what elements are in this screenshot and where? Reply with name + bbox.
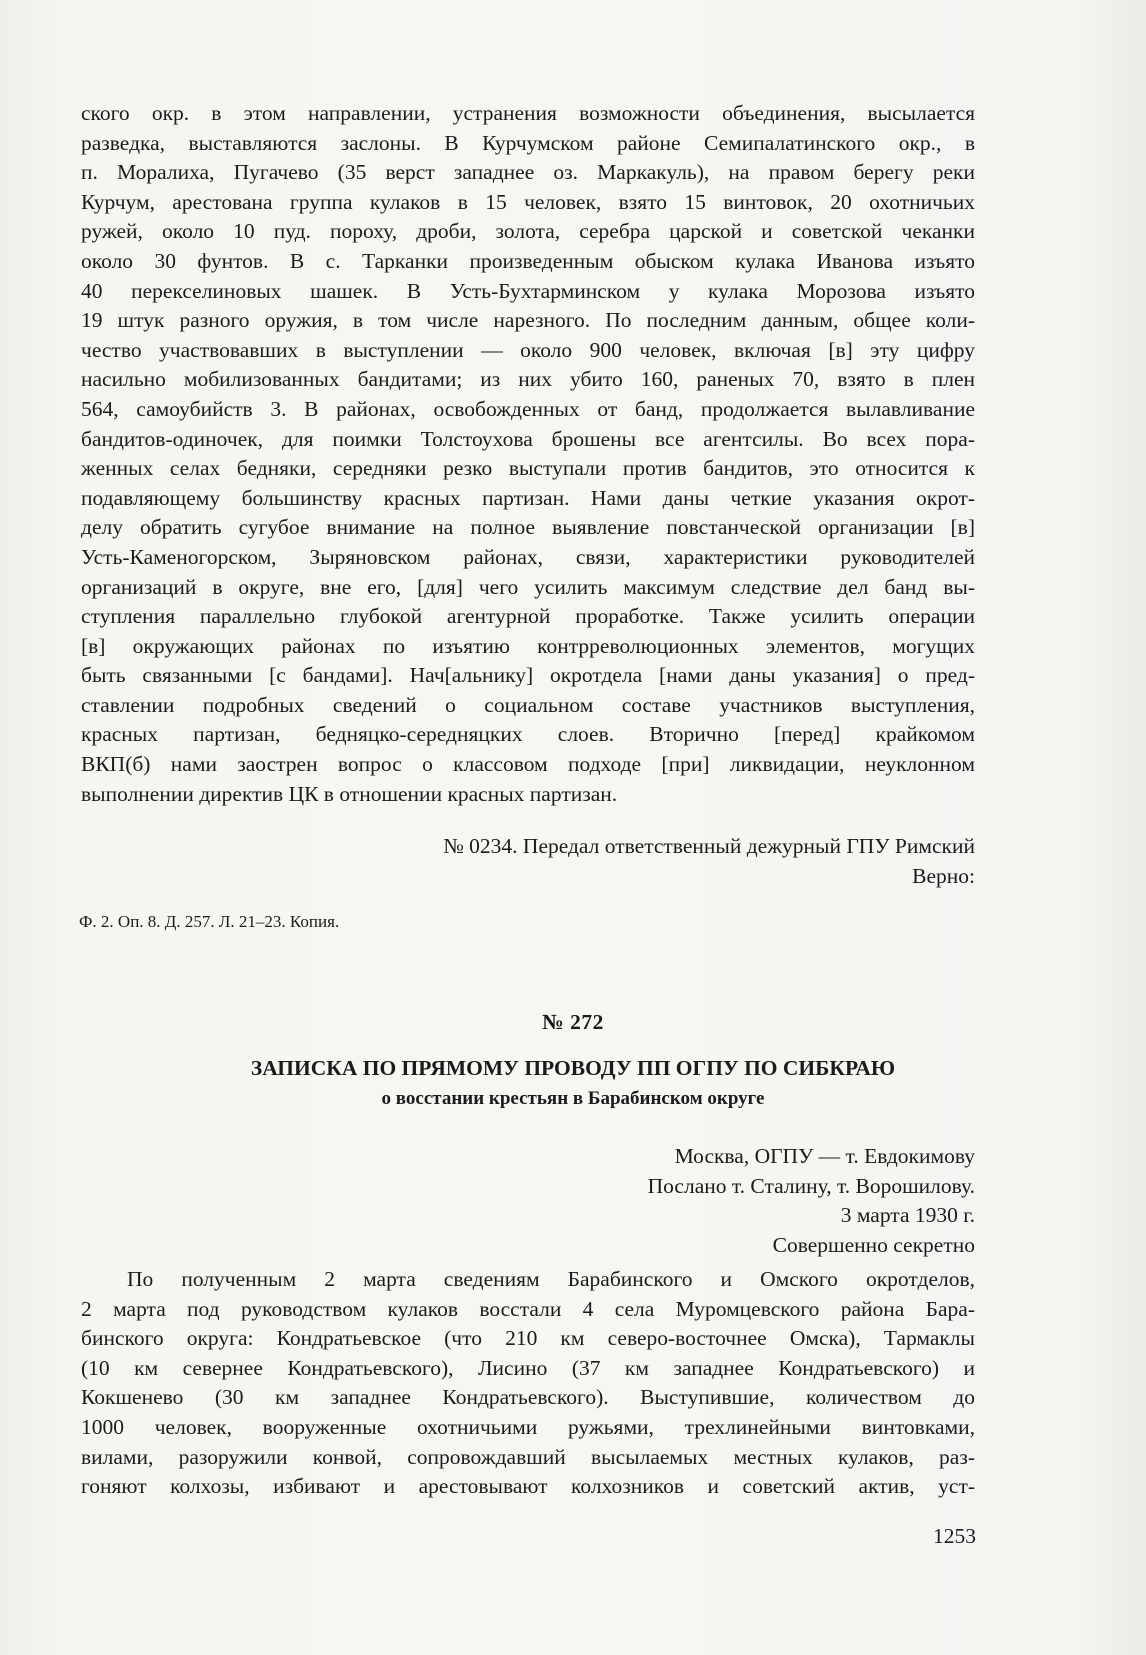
text-line: ВКП(б) нами заострен вопрос о классовом подходе [при] ликвидации, неуклонном [81,752,975,777]
text-line: бандитов-одиночек, для поимки Толстоухова брошены все агентсилы. Во всех пора- [81,426,975,451]
document-header-block [648,1142,975,1260]
document-paragraph [81,1265,975,1502]
text-line: около 30 фунтов. В с. Тарканки произведенным обыском кулака Иванова изъято [81,248,975,273]
text-line: 1000 человек, вооруженные охотничьими ружьями, трехлинейными винтовками, [81,1414,975,1439]
text-line: организаций в округе, вне его, [для] чего усилить максимум следствие дел банд вы- [81,574,975,599]
signoff-block [443,832,975,891]
text-line: насильно мобилизованных бандитами; из них убито 160, раненых 70, взято в плен [81,367,975,392]
signoff-transmitted-by: № 0234. Передал ответственный дежурный ГПУ Римский [443,834,975,858]
text-line: делу обратить сугубое внимание на полное выявление повстанческой организации [в] [81,515,975,540]
text-line: 40 перекселиновых шашек. В Усть-Бухтарминском у кулака Морозова изъято [81,278,975,303]
continued-paragraph [81,99,975,809]
text-line: бинского округа: Кондратьевское (что 210 км северо-восточнее Омска), Тармаклы [81,1326,975,1351]
archival-source-reference: Ф. 2. Оп. 8. Д. 257. Л. 21–23. Копия. [79,912,340,931]
copies-to-line: Послано т. Сталину, т. Ворошилову. [647,1173,975,1198]
addressee-line: Москва, ОГПУ — т. Евдокимову [674,1144,975,1168]
text-line: 2 марта под руководством кулаков восстали 4 села Муромцевского района Бара- [81,1296,975,1321]
text-line: вилами, разоружили конвой, сопровождавший высылаемых местных кулаков, раз- [81,1444,975,1469]
text-line: [в] окружающих районах по изъятию контрреволюционных элементов, могущих [81,633,975,658]
page-number: 1253 [933,1524,976,1548]
text-line: ступления параллельно глубокой агентурной проработке. Также усилить операции [81,604,975,629]
text-line: Кокшенево (30 км западнее Кондратьевского). Выступившие, количеством до [81,1385,975,1410]
text-line: По полученным 2 марта сведениям Барабинского и Омского окротделов, [127,1267,975,1291]
text-line: 19 штук разного оружия, в том числе нарезного. По последним данным, общее коли- [81,308,975,333]
document-number: № 272 [542,1010,604,1034]
text-line: подавляющему большинству красных партизан. Нами даны четкие указания окрот- [81,485,975,510]
text-line: разведка, выставляются заслоны. В Курчумском районе Семипалатинского окр., в [81,130,975,155]
text-line: чество участвовавших в выступлении — около 900 человек, включая [в] эту цифру [81,337,975,362]
document-subtitle: о восстании крестьян в Барабинском округе [381,1088,765,1109]
text-line: (10 км севернее Кондратьевского), Лисино (37 км западнее Кондратьевского) и [81,1355,975,1380]
text-line: Курчум, арестована группа кулаков в 15 человек, взято 15 винтовок, 20 охотничьих [81,189,975,214]
date-line: 3 марта 1930 г. [840,1203,975,1228]
text-line: быть связанными [с бандами]. Нач[альнику] окротдела [нами даны указания] о пред- [81,663,975,688]
signoff-verified: Верно: [912,863,975,888]
text-line: Усть-Каменогорском, Зыряновском районах, связи, характеристики руководителей [81,544,975,569]
text-line: ружей, около 10 пуд. пороху, дроби, золота, серебра царской и советской чеканки [81,219,975,244]
text-line: ского окр. в этом направлении, устранения возможности объединения, высылается [81,101,975,125]
text-line: 564, самоубийств 3. В районах, освобожденных от банд, продолжается вылавливание [81,396,975,421]
text-line: выполнении директив ЦК в отношении красных партизан. [81,781,618,806]
text-line: красных партизан, бедняцко-середняцких слоев. Вторично [перед] крайкомом [81,722,975,747]
text-line: гоняют колхозы, избивают и арестовывают колхозников и советский актив, уст- [81,1474,975,1499]
text-line: женных селах бедняки, середняки резко выступали против бандитов, это относится к [81,456,975,481]
classification-line: Совершенно секретно [772,1232,975,1257]
document-title: ЗАПИСКА ПО ПРЯМОМУ ПРОВОДУ ПП ОГПУ ПО СИБКРАЮ [250,1056,896,1080]
text-line: ставлении подробных сведений о социальном составе участников выступления, [81,692,975,717]
text-line: п. Моралиха, Пугачево (35 верст западнее оз. Маркакуль), на правом берегу реки [81,160,975,185]
